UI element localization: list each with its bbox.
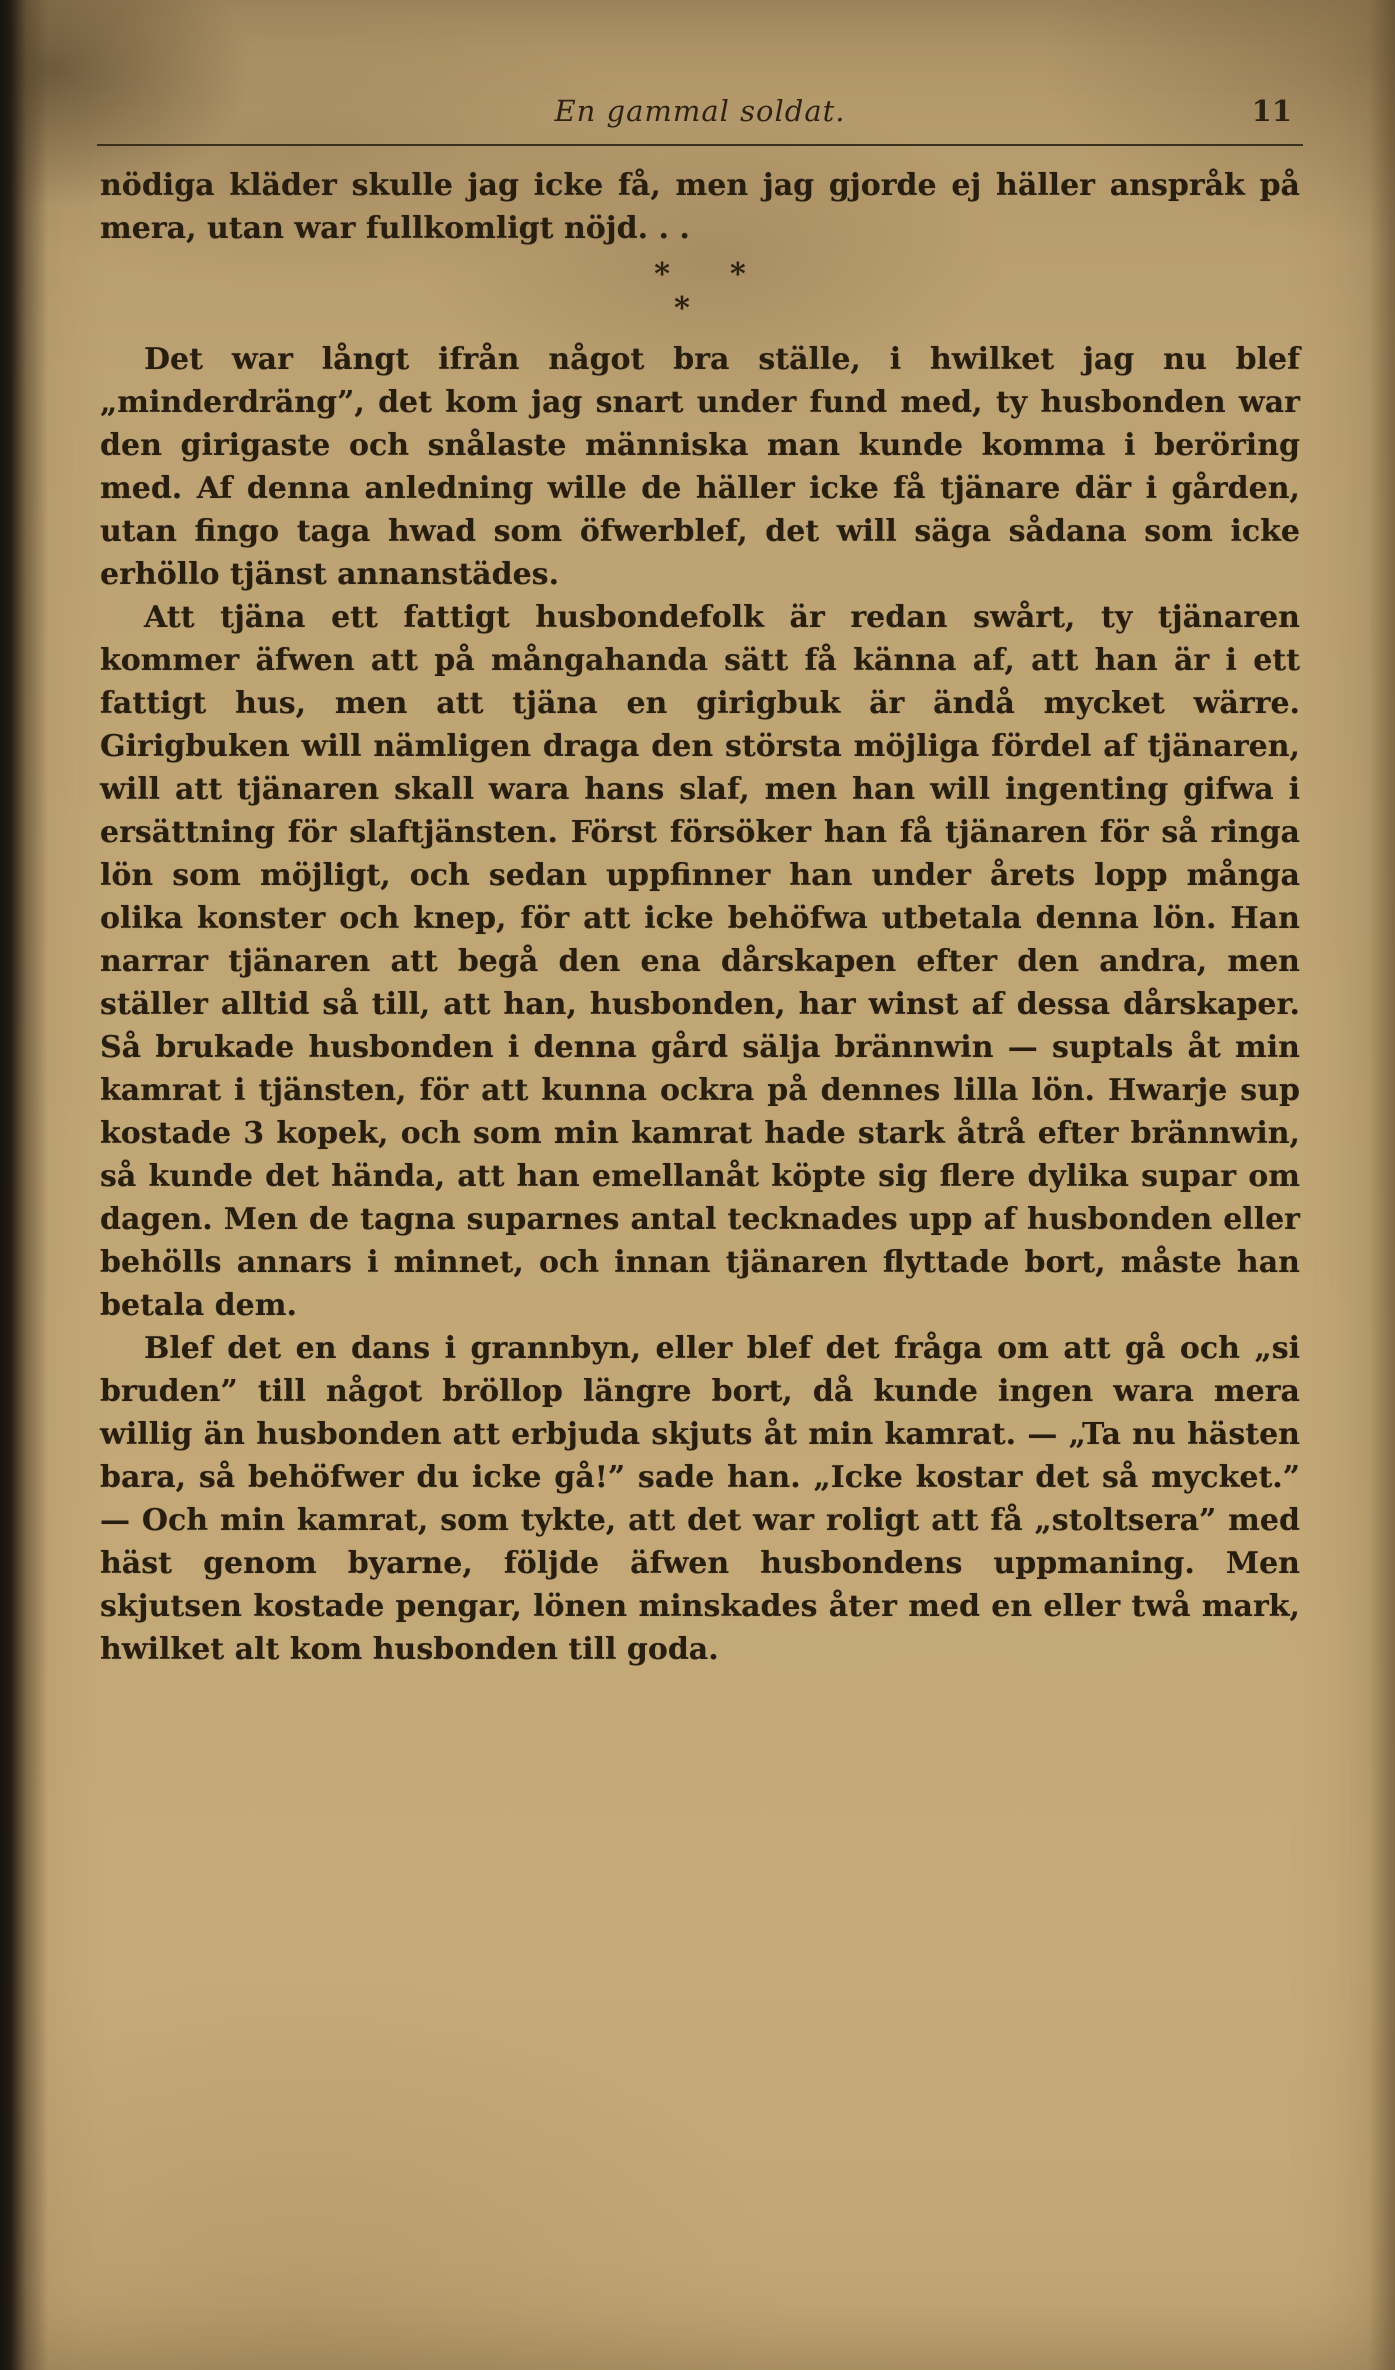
running-title: En gammal soldat. <box>554 94 846 128</box>
binding-shadow <box>0 0 48 2370</box>
page-number: 11 <box>1251 94 1292 128</box>
page-body <box>100 164 1300 1671</box>
body-paragraph: Blef det en dans i grannbyn, eller blef det fråga om att gå och „si bruden” till något bröllop längre bort, då kunde ingen wara mera willig än husbonden att erbjuda skjuts åt min kamrat. — „Ta nu hästen bara, så behöfwer du icke gå!” sade han. „Icke kostar det så mycket.” — Och min kamrat, som tykte, att det war roligt att få „stoltsera” med häst genom byarne, följde äfwen husbondens uppmaning. Men skjutsen kostade pengar, lönen minskades åter med en eller twå mark, hwilket alt kom husbonden till goda. <box>100 1331 1300 1667</box>
page-edge-shadow <box>1369 0 1395 2370</box>
asterisk: * <box>674 291 690 326</box>
body-paragraph: Det war långt ifrån något bra ställe, i hwilket jag nu blef „minderdräng”, det kom jag snart under fund med, ty husbonden war den girigaste och snålaste människa man kunde komma i beröring med. Af denna anledning wille de häller icke få tjänare där i gården, utan fingo taga hwad som öfwerblef, det will säga sådana som icke erhöllo tjänst annanstädes. <box>100 342 1300 592</box>
section-separator <box>100 250 1300 338</box>
header-rule <box>97 144 1303 146</box>
body-paragraph: nödiga kläder skulle jag icke få, men jag gjorde ej häller anspråk på mera, utan war fullkomligt nöjd. . . <box>100 168 1300 246</box>
page-header <box>100 94 1300 136</box>
asterisk-row: * * <box>654 257 746 292</box>
body-paragraph: Att tjäna ett fattigt husbondefolk är redan swårt, ty tjänaren kommer äfwen att på mångahanda sätt få känna af, att han är i ett fattigt hus, men att tjäna en girigbuk är ändå mycket wärre. Girigbuken will nämligen draga den största möjliga fördel af tjänaren, will att tjänaren skall wara hans slaf, men han will ingenting gifwa i ersättning för slaftjänsten. Först försöker han få tjänaren för så ringa lön som möjligt, och sedan uppfinner han under årets lopp många olika konster och knep, för att icke behöfwa utbetala denna lön. Han narrar tjänaren att begå den ena dårskapen efter den andra, men ställer alltid så till, att han, husbonden, har winst af dessa dårskaper. Så brukade husbonden i denna gård sälja brännwin — suptals åt min kamrat i tjänsten, för att kunna ockra på dennes lilla lön. Hwarje sup kostade 3 kopek, och som min kamrat hade stark åtrå efter brännwin, så kunde det hända, att han emellanåt köpte sig flere dylika supar om dagen. Men de tagna suparnes antal tecknades upp af husbonden eller behölls annars i minnet, och innan tjänaren flyttade bort, måste han betala dem. <box>100 600 1300 1323</box>
